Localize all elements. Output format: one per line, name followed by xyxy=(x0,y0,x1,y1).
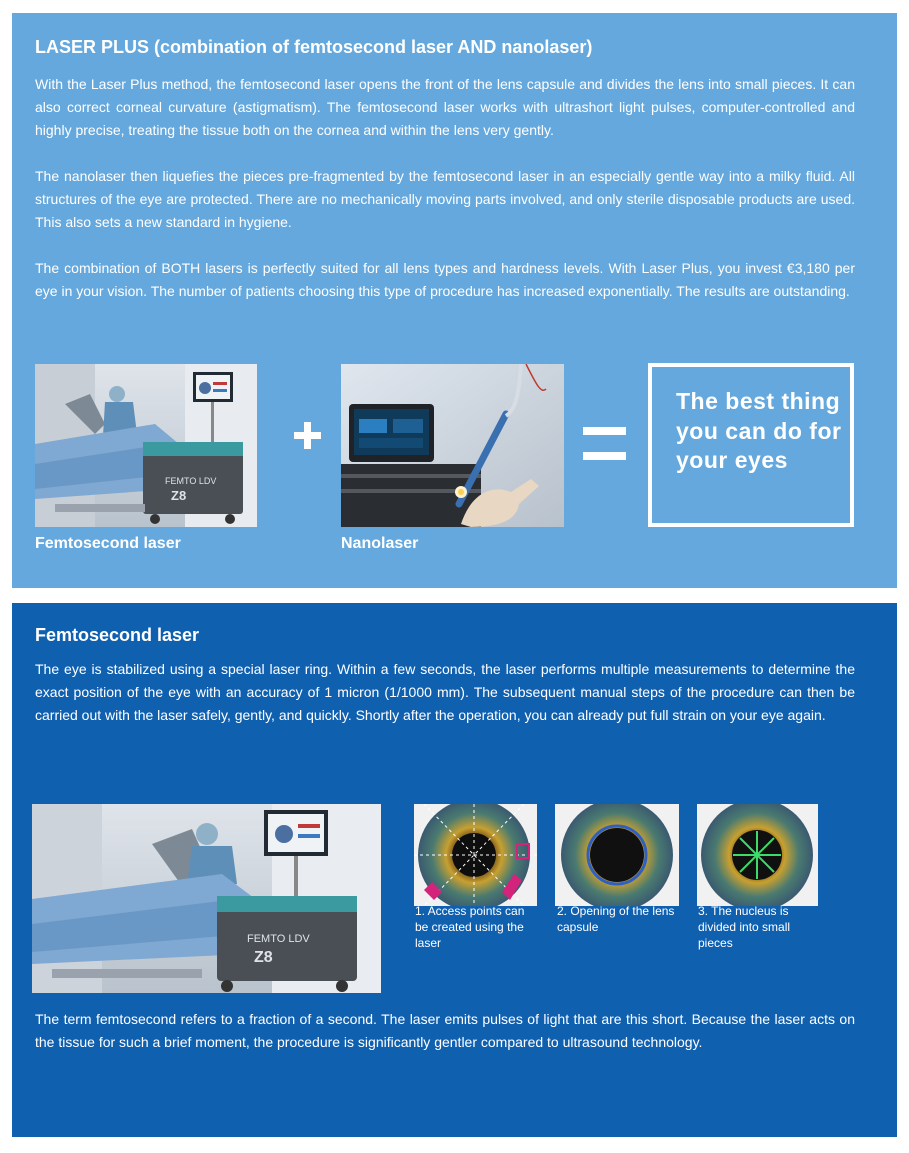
best-thing-box xyxy=(648,363,854,527)
caption-femtosecond-laser: Femtosecond laser xyxy=(35,535,181,552)
nanolaser-photo xyxy=(341,364,564,527)
caption-nanolaser: Nanolaser xyxy=(341,535,419,552)
femto-brand-label: FEMTO LDV xyxy=(165,476,217,486)
eye-nucleus-divided-image xyxy=(697,804,818,906)
laser-plus-paragraph-3: The combination of BOTH lasers is perfectly suited for all lens types and hardness levels. With Laser Plus, you invest €3,180 per eye in your vision. The number of patients choosing this type of procedure has increased exponentially. The results are outstanding. xyxy=(35,260,855,299)
laser-plus-paragraph-2: The nanolaser then liquefies the pieces pre-fragmented by the femtosecond laser in an especially gentle way into a milky fluid. All structures of the eye are protected. There are no mechanically moving parts involved, and only sterile disposable products are used. This also sets a new standard in hygiene. xyxy=(35,168,855,230)
femto-model-label: Z8 xyxy=(171,488,187,503)
femtosecond-title: Femtosecond laser xyxy=(35,625,200,645)
eye-capsule-opening-image xyxy=(555,804,679,906)
eye-step-3-caption: 3. The nucleus is divided into small pieces xyxy=(698,904,791,950)
femtosecond-paragraph-1: The eye is stabilized using a special laser ring. Within a few seconds, the laser performs multiple measurements to determine the exact position of the eye with an accuracy of 1 micron (1/1000 mm). The subsequent manual steps of the procedure can then be carried out with the laser safely, gently, and quickly. Shortly after the operation, you can already put full strain on your eye again. xyxy=(35,661,855,723)
plus-icon xyxy=(304,422,311,449)
femto-brand-label-2: FEMTO LDV xyxy=(247,933,310,945)
best-thing-text: The best thing you can do for your eyes xyxy=(676,388,842,473)
femto-model-label-2: Z8 xyxy=(254,949,273,966)
femtosecond-device-photo xyxy=(32,804,381,993)
laser-plus-title: LASER PLUS (combination of femtosecond laser AND nanolaser) xyxy=(35,37,593,57)
femtosecond-paragraph-2: The term femtosecond refers to a fraction of a second. The laser emits pulses of light that are this short. Because the laser acts on the tissue for such a brief moment, the procedure is significantly gentler compared to ultrasound technology. xyxy=(35,1011,855,1050)
eye-access-points-image xyxy=(414,804,537,906)
femtosecond-section xyxy=(12,603,897,1137)
eye-step-1-caption: 1. Access points can be created using the laser xyxy=(415,904,525,950)
laser-plus-paragraph-1: With the Laser Plus method, the femtosecond laser opens the front of the lens capsule and divides the lens into small pieces. It can also correct corneal curvature (astigmatism). The femtosecond laser works with ultrashort light pulses, computer-controlled and highly precise, treating the tissue both on the cornea and within the lens very gently. xyxy=(35,76,855,138)
laser-plus-section xyxy=(12,13,897,588)
femtosecond-laser-photo xyxy=(35,364,257,527)
equals-icon xyxy=(583,427,626,435)
eye-step-2-caption: 2. Opening of the lens capsule xyxy=(557,904,675,934)
equals-icon-lower xyxy=(583,452,626,460)
